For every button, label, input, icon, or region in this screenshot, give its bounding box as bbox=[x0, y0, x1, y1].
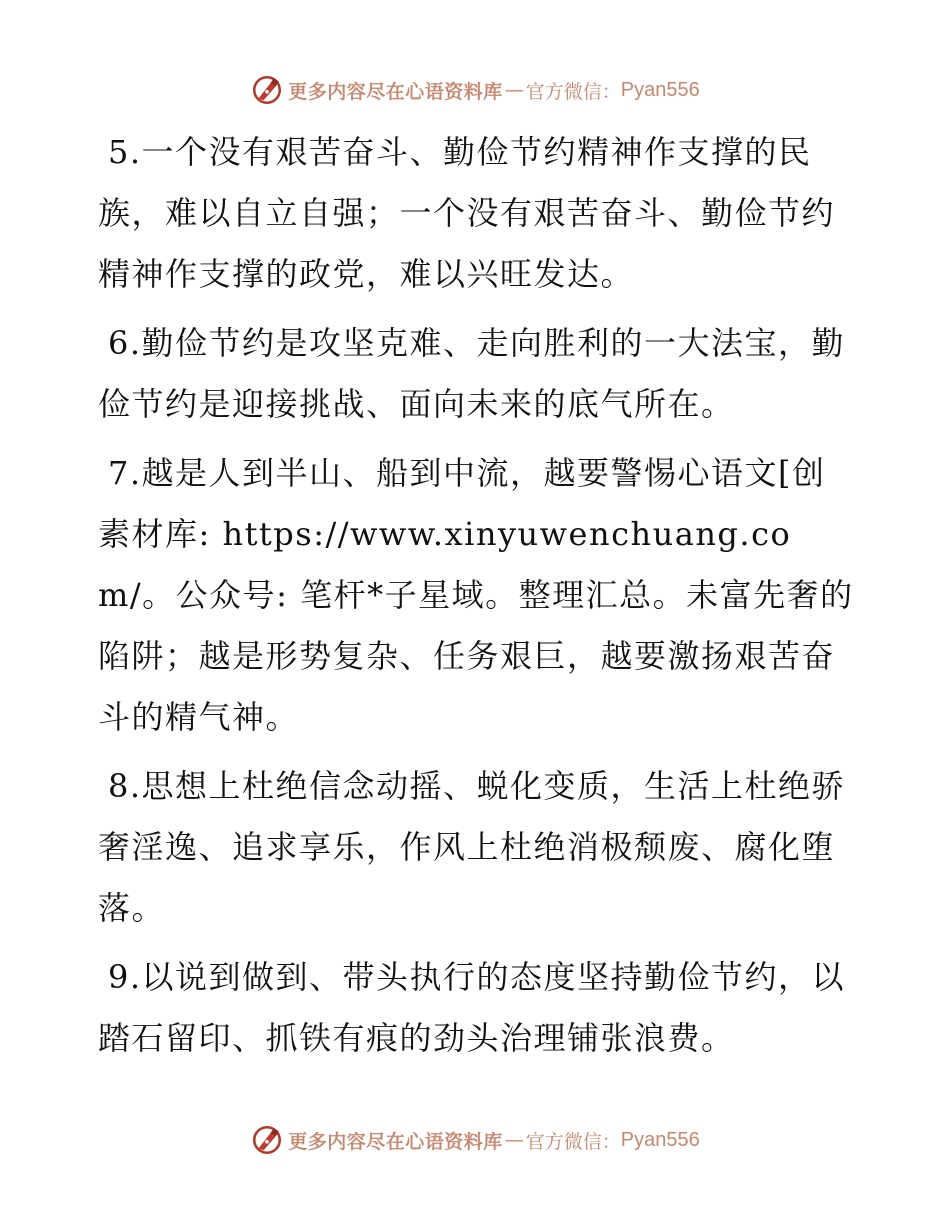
header-promo-text: 更多内容尽在心语资料库 bbox=[288, 80, 503, 103]
header-watermark bbox=[0, 70, 950, 110]
pen-nib-logo-icon bbox=[250, 73, 284, 107]
header-wechat-label: 官方微信： bbox=[525, 80, 621, 103]
footer-wechat-label: 官方微信： bbox=[525, 1130, 621, 1153]
paragraph-9: 9.以说到做到、带头执行的态度坚持勤俭节约，以踏石留印、抓铁有痕的劲头治理铺张浪费。 bbox=[98, 958, 846, 1057]
footer-promo-text: 更多内容尽在心语资料库 bbox=[288, 1130, 503, 1153]
pen-nib-logo-icon bbox=[250, 1123, 284, 1157]
footer-separator: — bbox=[504, 1129, 524, 1151]
paragraph-5: 5.一个没有艰苦奋斗、勤俭节约精神作支撑的民族，难以自立自强；一个没有艰苦奋斗、勤俭节约精神作支撑的政党，难以兴旺发达。 bbox=[98, 133, 836, 293]
paragraph-7: 7.越是人到半山、船到中流，越要警惕心语文[创素材库: https://www.xinyuwenchuang.com/。公众号: 笔杆*子星域。整理汇总。未富先奢的陷阱；越是形势复杂、任务艰巨，越要激扬艰苦奋斗的精气神。 bbox=[98, 454, 854, 736]
footer-watermark bbox=[0, 1120, 950, 1160]
paragraph-8: 8.思想上杜绝信念动摇、蜕化变质，生活上杜绝骄奢淫逸、追求享乐，作风上杜绝消极颓废、腐化堕落。 bbox=[98, 767, 846, 927]
footer-wechat-id: Pyan556 bbox=[620, 1128, 700, 1151]
document-body bbox=[98, 122, 858, 1077]
paragraph-6: 6.勤俭节约是攻坚克难、走向胜利的一大法宝，勤俭节约是迎接挑战、面向未来的底气所在。 bbox=[98, 324, 846, 423]
header-wechat-id: Pyan556 bbox=[620, 78, 700, 101]
header-separator: — bbox=[504, 79, 524, 101]
